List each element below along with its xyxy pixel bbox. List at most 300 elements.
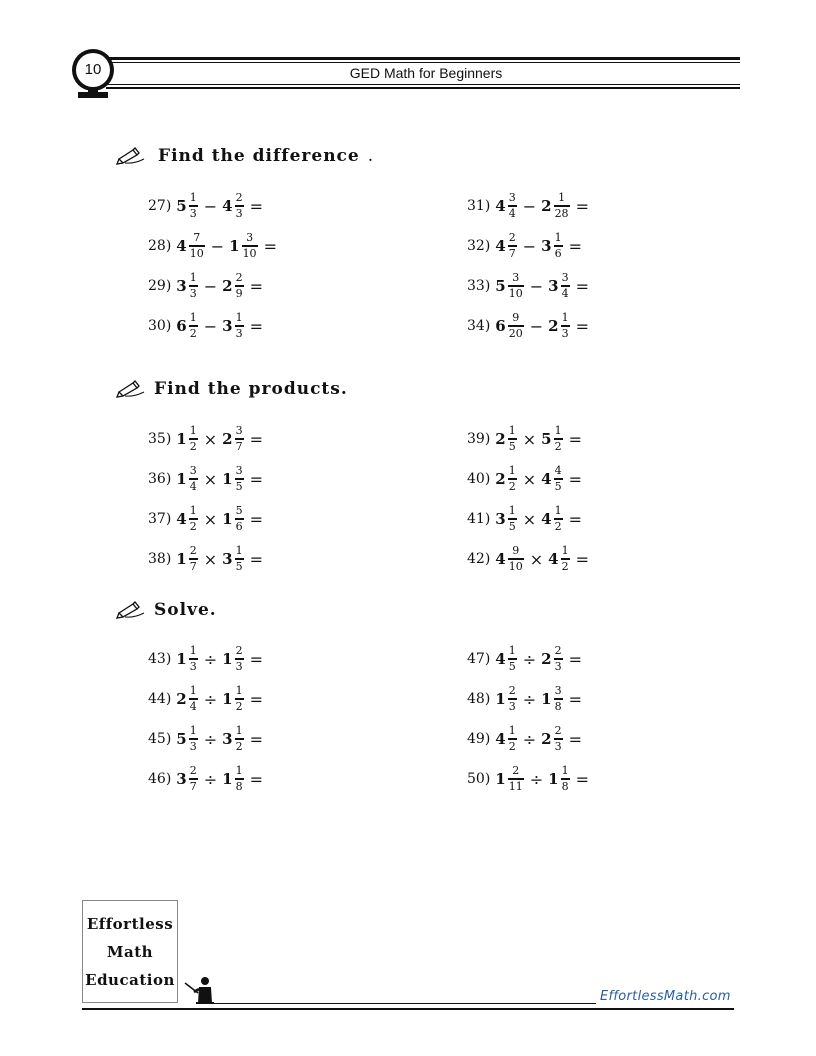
numerator: 9 xyxy=(512,544,520,557)
problem-number: 28) xyxy=(148,238,172,254)
equals-sign: = xyxy=(249,469,263,489)
mixed-number xyxy=(495,765,524,793)
whole-part: 1 xyxy=(495,690,506,708)
fraction xyxy=(508,545,524,573)
operator: ÷ xyxy=(203,649,218,669)
denominator: 5 xyxy=(508,660,516,673)
equals-sign: = xyxy=(249,276,263,296)
problem-number: 35) xyxy=(148,431,172,447)
denominator: 10 xyxy=(508,560,523,573)
denominator: 5 xyxy=(508,520,516,533)
denominator: 2 xyxy=(189,520,197,533)
denominator: 6 xyxy=(554,247,562,260)
fraction xyxy=(235,685,244,713)
denominator: 11 xyxy=(508,780,523,793)
mixed-number xyxy=(222,505,244,533)
mixed-number xyxy=(541,645,563,673)
fraction xyxy=(189,505,198,533)
problem-item xyxy=(148,229,277,263)
mixed-number xyxy=(541,685,563,713)
numerator: 1 xyxy=(508,644,516,657)
problem-number: 32) xyxy=(467,238,491,254)
denominator: 3 xyxy=(189,660,197,673)
fraction xyxy=(554,465,563,493)
numerator: 1 xyxy=(508,424,516,437)
problem-number: 40) xyxy=(467,471,491,487)
whole-part: 5 xyxy=(541,430,552,448)
denominator: 3 xyxy=(189,287,197,300)
numerator: 3 xyxy=(235,424,243,437)
numerator: 3 xyxy=(235,464,243,477)
numerator: 2 xyxy=(512,764,520,777)
numerator: 1 xyxy=(189,271,197,284)
website-link[interactable]: EffortlessMath.com xyxy=(600,989,731,1004)
whole-part: 1 xyxy=(176,430,187,448)
numerator: 1 xyxy=(554,504,562,517)
denominator: 2 xyxy=(235,700,243,713)
operator: ÷ xyxy=(203,729,218,749)
denominator: 3 xyxy=(554,740,562,753)
equals-sign: = xyxy=(249,429,263,449)
mixed-number xyxy=(222,725,244,753)
mixed-number xyxy=(222,685,244,713)
fraction xyxy=(189,272,198,300)
operator: − xyxy=(203,196,218,216)
whole-part: 3 xyxy=(495,510,506,528)
equals-sign: = xyxy=(263,236,277,256)
whole-part: 2 xyxy=(541,197,552,215)
whole-part: 1 xyxy=(541,690,552,708)
mixed-number xyxy=(495,232,517,260)
fraction xyxy=(235,192,244,220)
numerator: 1 xyxy=(561,544,569,557)
fraction xyxy=(189,425,198,453)
problem-number: 42) xyxy=(467,551,491,567)
fraction xyxy=(189,685,198,713)
mixed-number xyxy=(222,192,244,220)
whole-part: 4 xyxy=(541,470,552,488)
denominator: 10 xyxy=(508,287,523,300)
equals-sign: = xyxy=(568,649,582,669)
problem-number: 48) xyxy=(467,691,491,707)
section-title-products xyxy=(116,379,348,399)
denominator: 4 xyxy=(561,287,569,300)
denominator: 5 xyxy=(554,480,562,493)
numerator: 3 xyxy=(512,271,520,284)
fraction xyxy=(242,232,258,260)
numerator: 1 xyxy=(554,424,562,437)
mixed-number xyxy=(495,465,517,493)
section-title-text: Find the products. xyxy=(154,379,348,399)
whole-part: 3 xyxy=(222,317,233,335)
whole-part: 1 xyxy=(222,470,233,488)
fraction xyxy=(508,725,517,753)
equals-sign: = xyxy=(575,196,589,216)
equals-sign: = xyxy=(568,236,582,256)
whole-part: 3 xyxy=(541,237,552,255)
fraction xyxy=(508,765,524,793)
operator: × xyxy=(522,469,537,489)
whole-part: 2 xyxy=(222,430,233,448)
fraction xyxy=(189,765,198,793)
mixed-number xyxy=(495,312,524,340)
problem-item xyxy=(467,309,589,343)
fraction xyxy=(235,505,244,533)
fraction xyxy=(189,545,198,573)
equals-sign: = xyxy=(568,509,582,529)
numerator: 2 xyxy=(554,644,562,657)
fraction xyxy=(508,272,524,300)
denominator: 4 xyxy=(508,207,516,220)
fraction xyxy=(189,465,198,493)
mixed-number xyxy=(229,232,258,260)
whole-part: 2 xyxy=(495,430,506,448)
denominator: 20 xyxy=(508,327,523,340)
denominator: 7 xyxy=(235,440,243,453)
problem-item xyxy=(467,189,589,223)
equals-sign: = xyxy=(249,509,263,529)
denominator: 2 xyxy=(189,327,197,340)
section-title-difference xyxy=(116,146,374,166)
problem-item xyxy=(467,682,582,716)
section-title-text: Solve. xyxy=(154,600,217,620)
fraction xyxy=(554,725,563,753)
fraction xyxy=(508,425,517,453)
fraction xyxy=(189,645,198,673)
problem-item xyxy=(148,269,263,303)
mixed-number xyxy=(176,312,198,340)
numerator: 3 xyxy=(554,684,562,697)
fraction xyxy=(189,232,205,260)
denominator: 3 xyxy=(235,207,243,220)
problem-item xyxy=(467,502,582,536)
whole-part: 1 xyxy=(176,470,187,488)
numerator: 1 xyxy=(561,311,569,324)
mixed-number xyxy=(222,645,244,673)
whole-part: 3 xyxy=(176,277,187,295)
problem-item xyxy=(467,422,582,456)
denominator: 2 xyxy=(508,740,516,753)
whole-part: 4 xyxy=(222,197,233,215)
numerator: 3 xyxy=(246,231,254,244)
whole-part: 4 xyxy=(176,237,187,255)
problem-item xyxy=(148,762,263,796)
numerator: 2 xyxy=(235,191,243,204)
whole-part: 2 xyxy=(176,690,187,708)
whole-part: 4 xyxy=(495,730,506,748)
fraction xyxy=(189,725,198,753)
whole-part: 1 xyxy=(222,510,233,528)
brand-logo-box xyxy=(82,900,178,1003)
problem-item xyxy=(148,309,263,343)
pencil-icon xyxy=(116,380,146,398)
mixed-number xyxy=(176,505,198,533)
problem-item xyxy=(467,269,589,303)
numerator: 1 xyxy=(508,724,516,737)
whole-part: 4 xyxy=(495,197,506,215)
fraction xyxy=(554,645,563,673)
problem-number: 33) xyxy=(467,278,491,294)
mixed-number xyxy=(541,425,563,453)
problem-item xyxy=(148,722,263,756)
problem-item xyxy=(148,642,263,676)
whole-part: 4 xyxy=(548,550,559,568)
problem-item xyxy=(148,542,263,576)
operator: × xyxy=(203,469,218,489)
denominator: 8 xyxy=(561,780,569,793)
numerator: 1 xyxy=(189,504,197,517)
mixed-number xyxy=(176,192,198,220)
numerator: 1 xyxy=(189,684,197,697)
numerator: 1 xyxy=(508,504,516,517)
problem-number: 47) xyxy=(467,651,491,667)
fraction xyxy=(561,272,570,300)
problem-number: 39) xyxy=(467,431,491,447)
denominator: 28 xyxy=(554,207,569,220)
problem-item xyxy=(148,189,263,223)
operator: ÷ xyxy=(203,769,218,789)
denominator: 10 xyxy=(189,247,204,260)
denominator: 3 xyxy=(508,700,516,713)
section-title-solve xyxy=(116,600,217,620)
mixed-number xyxy=(222,425,244,453)
fraction xyxy=(508,465,517,493)
operator: × xyxy=(522,429,537,449)
whole-part: 1 xyxy=(222,770,233,788)
numerator: 1 xyxy=(235,724,243,737)
mixed-number xyxy=(541,505,563,533)
denominator: 2 xyxy=(554,440,562,453)
whole-part: 4 xyxy=(495,650,506,668)
mixed-number xyxy=(222,765,244,793)
brand-line: Education xyxy=(85,970,175,989)
problem-item xyxy=(467,762,589,796)
fraction xyxy=(235,272,244,300)
fraction xyxy=(235,425,244,453)
mixed-number xyxy=(176,685,198,713)
mixed-number xyxy=(541,465,563,493)
numerator: 3 xyxy=(561,271,569,284)
problem-number: 41) xyxy=(467,511,491,527)
denominator: 2 xyxy=(508,480,516,493)
fraction xyxy=(189,312,198,340)
operator: − xyxy=(522,236,537,256)
mixed-number xyxy=(176,232,205,260)
numerator: 1 xyxy=(189,424,197,437)
footer-rule-short xyxy=(214,1003,596,1004)
problem-item xyxy=(467,642,582,676)
problem-number: 50) xyxy=(467,771,491,787)
denominator: 2 xyxy=(189,440,197,453)
mixed-number xyxy=(176,425,198,453)
operator: ÷ xyxy=(522,729,537,749)
whole-part: 6 xyxy=(176,317,187,335)
equals-sign: = xyxy=(568,429,582,449)
problem-number: 45) xyxy=(148,731,172,747)
whole-part: 2 xyxy=(548,317,559,335)
problem-number: 34) xyxy=(467,318,491,334)
fraction xyxy=(554,425,563,453)
problem-number: 49) xyxy=(467,731,491,747)
book-title: GED Math for Beginners xyxy=(349,65,503,81)
footer-rule xyxy=(82,1008,734,1010)
problem-item xyxy=(467,229,582,263)
whole-part: 1 xyxy=(176,650,187,668)
equals-sign: = xyxy=(575,769,589,789)
teacher-icon xyxy=(184,975,218,1005)
equals-sign: = xyxy=(568,469,582,489)
problem-number: 30) xyxy=(148,318,172,334)
operator: × xyxy=(203,549,218,569)
fraction xyxy=(561,765,570,793)
numerator: 2 xyxy=(235,271,243,284)
fraction xyxy=(235,645,244,673)
fraction xyxy=(235,465,244,493)
mixed-number xyxy=(541,232,563,260)
numerator: 5 xyxy=(235,504,243,517)
whole-part: 4 xyxy=(541,510,552,528)
denominator: 3 xyxy=(235,327,243,340)
equals-sign: = xyxy=(568,729,582,749)
denominator: 8 xyxy=(554,700,562,713)
denominator: 7 xyxy=(508,247,516,260)
pencil-icon xyxy=(116,601,146,619)
brand-line: Effortless xyxy=(86,914,174,933)
whole-part: 1 xyxy=(548,770,559,788)
equals-sign: = xyxy=(575,549,589,569)
denominator: 4 xyxy=(189,700,197,713)
whole-part: 2 xyxy=(222,277,233,295)
fraction xyxy=(508,312,524,340)
problem-number: 36) xyxy=(148,471,172,487)
denominator: 8 xyxy=(235,780,243,793)
whole-part: 2 xyxy=(541,650,552,668)
numerator: 1 xyxy=(561,764,569,777)
numerator: 1 xyxy=(558,191,566,204)
denominator: 6 xyxy=(235,520,243,533)
problem-number: 31) xyxy=(467,198,491,214)
fraction xyxy=(554,232,563,260)
numerator: 1 xyxy=(235,764,243,777)
brand-line: Math xyxy=(106,942,154,961)
page-number: 10 xyxy=(84,61,102,78)
problem-item xyxy=(467,722,582,756)
denominator: 3 xyxy=(189,207,197,220)
operator: ÷ xyxy=(203,689,218,709)
numerator: 1 xyxy=(235,544,243,557)
header-rule-bottom-thin xyxy=(106,84,740,85)
denominator: 3 xyxy=(235,660,243,673)
operator: × xyxy=(203,509,218,529)
equals-sign: = xyxy=(249,649,263,669)
numerator: 1 xyxy=(554,231,562,244)
operator: ÷ xyxy=(529,769,544,789)
whole-part: 4 xyxy=(176,510,187,528)
numerator: 2 xyxy=(508,231,516,244)
numerator: 2 xyxy=(189,544,197,557)
mixed-number xyxy=(495,545,524,573)
whole-part: 1 xyxy=(222,650,233,668)
whole-part: 5 xyxy=(176,197,187,215)
mixed-number xyxy=(541,725,563,753)
mixed-number xyxy=(495,725,517,753)
problem-item xyxy=(467,542,589,576)
fraction xyxy=(235,545,244,573)
pencil-icon xyxy=(116,147,146,165)
mixed-number xyxy=(176,545,198,573)
denominator: 2 xyxy=(554,520,562,533)
equals-sign: = xyxy=(575,316,589,336)
operator: × xyxy=(529,549,544,569)
mixed-number xyxy=(222,545,244,573)
denominator: 5 xyxy=(235,480,243,493)
numerator: 1 xyxy=(189,724,197,737)
whole-part: 4 xyxy=(495,550,506,568)
numerator: 1 xyxy=(189,311,197,324)
fraction xyxy=(508,232,517,260)
problem-item xyxy=(148,682,263,716)
whole-part: 4 xyxy=(495,237,506,255)
problem-number: 43) xyxy=(148,651,172,667)
mixed-number xyxy=(495,425,517,453)
equals-sign: = xyxy=(249,689,263,709)
equals-sign: = xyxy=(249,316,263,336)
operator: × xyxy=(522,509,537,529)
equals-sign: = xyxy=(249,729,263,749)
header-rule-bottom xyxy=(106,87,740,89)
problem-number: 37) xyxy=(148,511,172,527)
mixed-number xyxy=(495,272,524,300)
denominator: 3 xyxy=(554,660,562,673)
numerator: 1 xyxy=(235,311,243,324)
fraction xyxy=(235,765,244,793)
fraction xyxy=(235,725,244,753)
denominator: 2 xyxy=(235,740,243,753)
fraction xyxy=(508,645,517,673)
whole-part: 3 xyxy=(548,277,559,295)
header-rule-top-thin xyxy=(106,62,740,63)
mixed-number xyxy=(176,465,198,493)
problem-number: 38) xyxy=(148,551,172,567)
mixed-number xyxy=(541,192,570,220)
mixed-number xyxy=(548,765,570,793)
operator: − xyxy=(529,276,544,296)
operator: − xyxy=(522,196,537,216)
whole-part: 5 xyxy=(495,277,506,295)
mixed-number xyxy=(548,272,570,300)
operator: − xyxy=(210,236,225,256)
mixed-number xyxy=(495,645,517,673)
numerator: 2 xyxy=(189,764,197,777)
whole-part: 2 xyxy=(495,470,506,488)
numerator: 1 xyxy=(189,191,197,204)
numerator: 7 xyxy=(193,231,201,244)
problem-number: 27) xyxy=(148,198,172,214)
fraction xyxy=(554,192,570,220)
whole-part: 1 xyxy=(176,550,187,568)
fraction xyxy=(561,545,570,573)
denominator: 9 xyxy=(235,287,243,300)
mixed-number xyxy=(176,765,198,793)
mixed-number xyxy=(176,645,198,673)
numerator: 1 xyxy=(189,644,197,657)
whole-part: 1 xyxy=(222,690,233,708)
denominator: 5 xyxy=(508,440,516,453)
operator: − xyxy=(203,316,218,336)
equals-sign: = xyxy=(249,196,263,216)
operator: − xyxy=(529,316,544,336)
numerator: 3 xyxy=(508,191,516,204)
